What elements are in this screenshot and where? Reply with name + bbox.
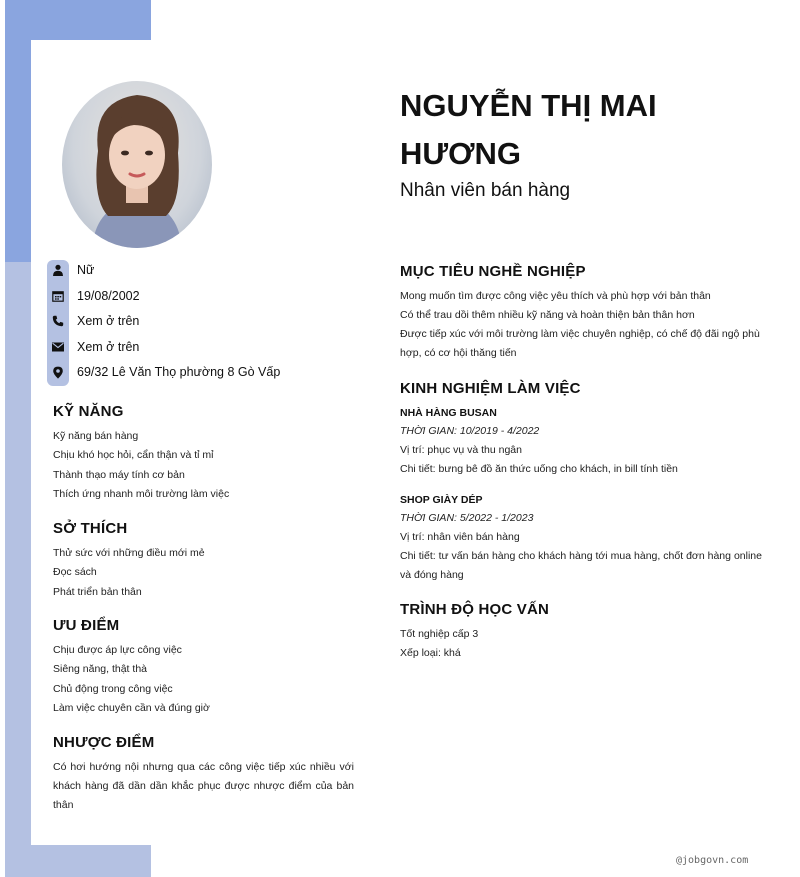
candidate-role: Nhân viên bán hàng: [400, 180, 571, 201]
job-position: Vị trí: nhân viên bán hàng: [400, 531, 520, 543]
skills-list: [53, 427, 229, 504]
list-item: Thành thạo máy tính cơ bản: [53, 468, 185, 481]
education-list: [400, 625, 478, 664]
location-icon: [47, 361, 69, 383]
skills-heading: KỸ NĂNG: [53, 403, 124, 420]
gender-text: Nữ: [77, 263, 95, 277]
education-heading: TRÌNH ĐỘ HỌC VẤN: [400, 601, 550, 618]
email-text: Xem ở trên: [77, 340, 140, 354]
person-icon: [47, 259, 69, 281]
job-time: THỜI GIAN: 5/2022 - 1/2023: [400, 512, 534, 524]
birthday-text: 19/08/2002: [77, 289, 140, 303]
objective-text: Được tiếp xúc với môi trường làm việc chuyên nghiệp, có chế độ đãi ngộ phù hợp, có cơ hội thăng tiến: [400, 328, 760, 359]
info-birthday: [47, 285, 140, 307]
job-detail: Chi tiết: bưng bê đồ ăn thức uống cho khách, in bill tính tiền: [400, 463, 678, 476]
job-position: Vị trí: phục vụ và thu ngân: [400, 444, 522, 456]
calendar-icon: [47, 285, 69, 307]
address-text: 69/32 Lê Văn Thọ phường 8 Gò Vấp: [77, 365, 281, 379]
phone-text: Xem ở trên: [77, 314, 140, 328]
list-item: Thích ứng nhanh môi trường làm việc: [53, 487, 230, 500]
list-item: Xếp loại: khá: [400, 647, 461, 660]
list-item: Làm việc chuyên cần và đúng giờ: [53, 701, 210, 714]
list-item: Chịu được áp lực công việc: [53, 644, 182, 656]
list-item: Tốt nghiệp cấp 3: [400, 628, 479, 640]
list-item: Thử sức với những điều mới mẻ: [53, 547, 205, 559]
list-item: Có thể trau dồi thêm nhiều kỹ năng và hoàn thiện bản thân hơn: [400, 309, 695, 322]
job-company: SHOP GIÀY DÉP: [400, 494, 483, 506]
list-item: Chủ động trong công việc: [53, 682, 173, 695]
strengths-list: [53, 641, 210, 718]
avatar: [62, 81, 212, 248]
job-company: NHÀ HÀNG BUSAN: [400, 407, 497, 419]
job-details: [400, 528, 520, 547]
list-item: Chịu khó học hỏi, cẩn thận và tỉ mỉ: [53, 449, 214, 462]
weaknesses-text: Có hơi hướng nội nhưng qua các công việc tiếp xúc nhiều với khách hàng đã dần dần khắc phục được nhược điểm của bản thân: [53, 761, 354, 811]
list-item: Phát triển bản thân: [53, 585, 142, 598]
list-item: Kỹ năng bán hàng: [53, 430, 139, 442]
job-detail: Chi tiết: tư vấn bán hàng cho khách hàng tới mua hàng, chốt đơn hàng online và đóng hàng: [400, 550, 762, 581]
strengths-heading: ƯU ĐIỂM: [53, 617, 120, 634]
candidate-name: NGUYỄN THỊ MAI HƯƠNG: [400, 88, 657, 171]
mail-icon: [47, 336, 69, 358]
list-item: Mong muốn tìm được công việc yêu thích và phù hợp với bản thân: [400, 290, 711, 302]
weaknesses-heading: NHƯỢC ĐIỂM: [53, 734, 155, 751]
hobbies-list: [53, 544, 205, 602]
job-time: THỜI GIAN: 10/2019 - 4/2022: [400, 425, 540, 437]
objective-heading: MỤC TIÊU NGHỀ NGHIỆP: [400, 263, 586, 280]
job-details: [400, 441, 678, 480]
experience-heading: KINH NGHIỆM LÀM VIỆC: [400, 380, 581, 397]
watermark: @jobgovn.com: [676, 855, 749, 866]
portrait-illustration: [62, 81, 212, 248]
list-item: Siêng năng, thật thà: [53, 663, 147, 676]
objective-list: [400, 287, 711, 326]
hobbies-heading: SỞ THÍCH: [53, 520, 128, 537]
info-email: [47, 336, 139, 358]
info-address: [47, 361, 280, 383]
phone-icon: [47, 310, 69, 332]
info-phone: [47, 310, 139, 332]
info-gender: [47, 259, 94, 281]
list-item: Đọc sách: [53, 566, 97, 579]
